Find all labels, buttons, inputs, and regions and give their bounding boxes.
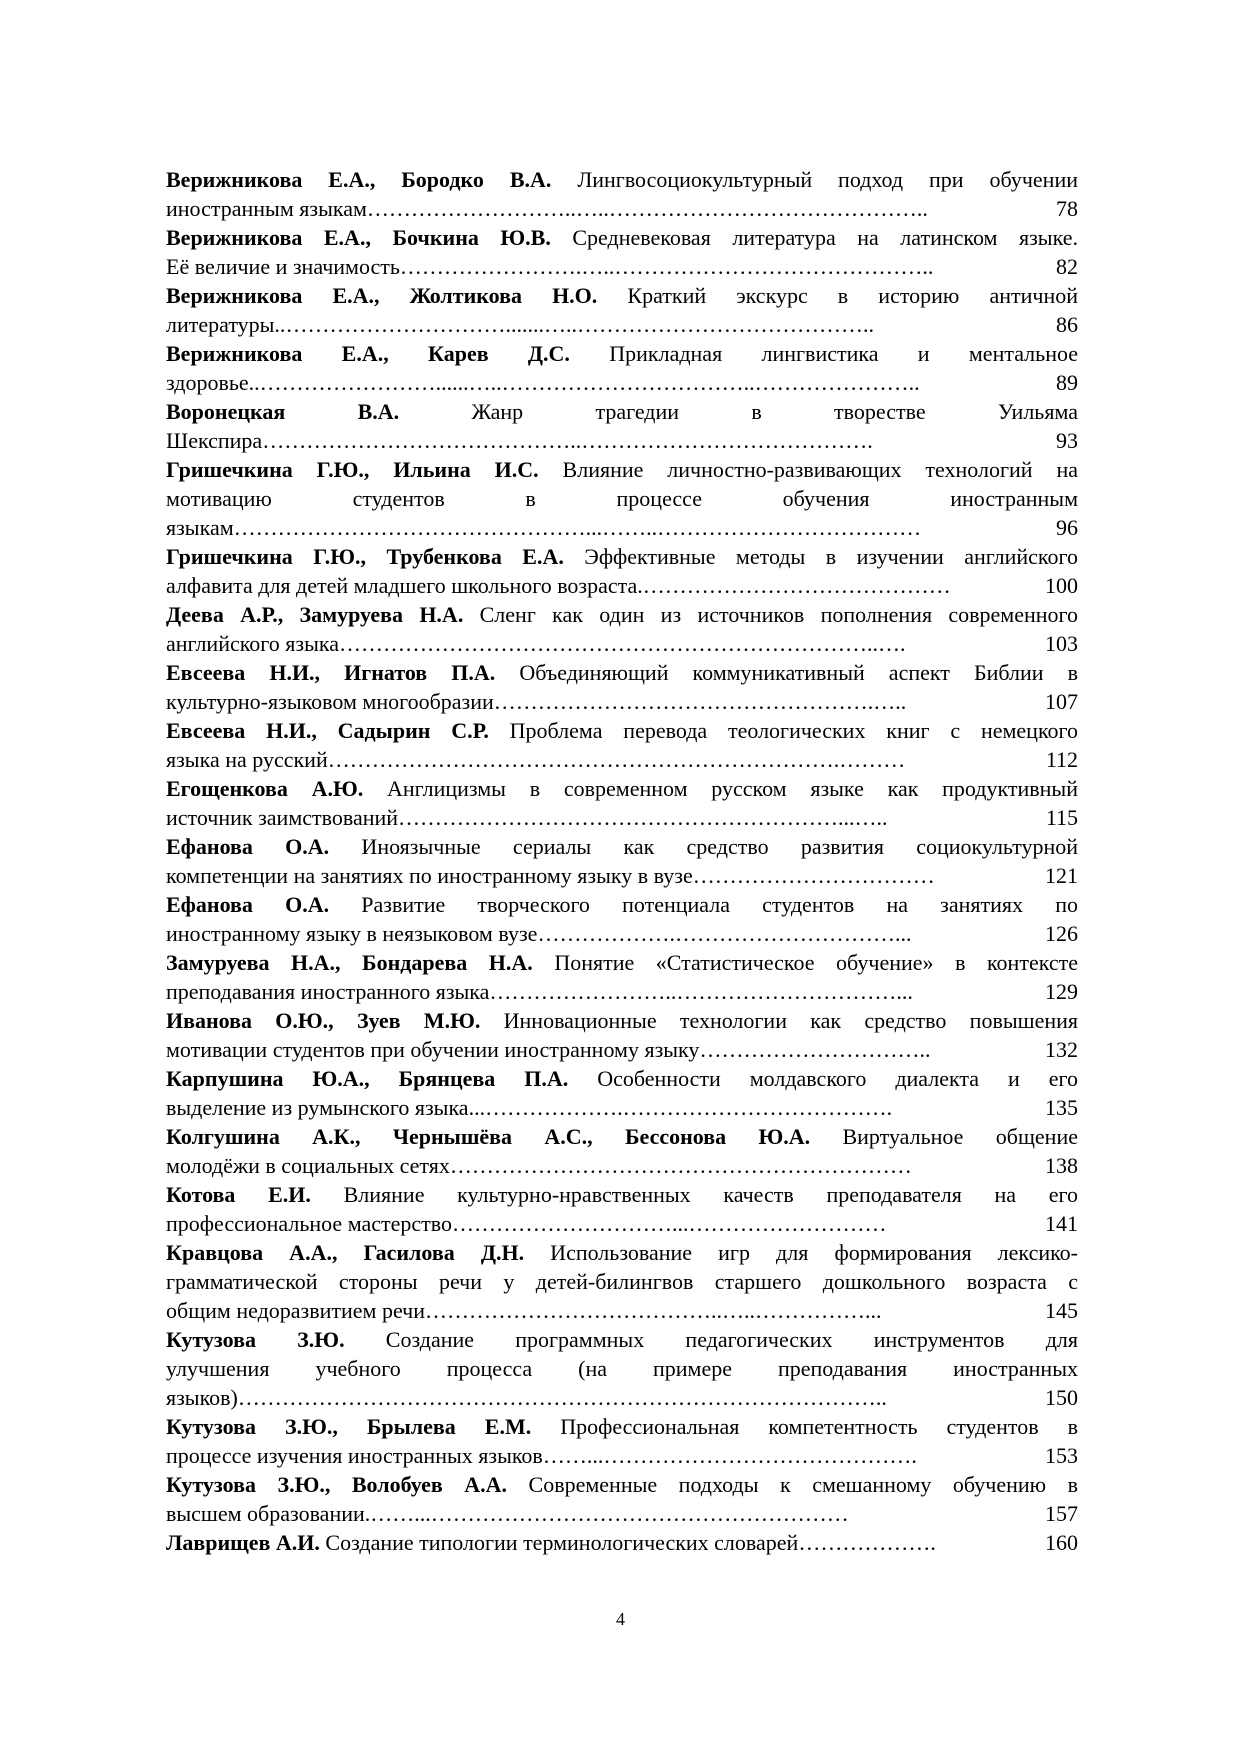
- toc-entry[interactable]: [166, 223, 1078, 281]
- toc-authors: Кравцова А.А., Гасилова Д.Н.: [166, 1240, 525, 1265]
- toc-line: [166, 455, 1078, 484]
- toc-title-text: Средневековая литература на латинском языке.: [550, 225, 1078, 250]
- toc-title-text: Особенности молдавского диалекта и его: [568, 1066, 1078, 1091]
- toc-leader-dots: ……………………………: [692, 863, 935, 888]
- toc-leader-dots: …………………………...………………………: [452, 1211, 887, 1236]
- toc-title-text: культурно-языковом многообразии: [166, 689, 494, 714]
- toc-title-text: Иноязычные сериалы как средство развития социокультурной: [329, 834, 1078, 859]
- toc-line: [166, 890, 1078, 919]
- toc-line: [166, 484, 1078, 513]
- toc-authors: Иванова О.Ю., Зуев М.Ю.: [166, 1008, 481, 1033]
- toc-title-text: Прикладная лингвистика и ментальное: [569, 341, 1078, 366]
- toc-title-text: литературы..: [166, 312, 286, 337]
- toc-title-text: Инновационные технологии как средство повышения: [480, 1008, 1078, 1033]
- toc-title-text: преподавания иностранного языка: [166, 979, 490, 1004]
- toc-line: [166, 687, 1078, 716]
- toc-title-text: мотивацию студентов в процессе обучения иностранным: [166, 486, 1078, 511]
- toc-line: [166, 745, 1078, 774]
- table-of-contents: [166, 165, 1078, 1557]
- toc-title-text: мотивации студентов при обучении иностранному языку: [166, 1037, 700, 1062]
- toc-line: [166, 223, 1078, 252]
- toc-page-number[interactable]: 126: [1045, 921, 1078, 946]
- toc-leader-dots: …………………….…..……………………………………..: [399, 254, 934, 279]
- toc-entry[interactable]: [166, 1412, 1078, 1470]
- toc-entry[interactable]: [166, 1064, 1078, 1122]
- toc-line: [166, 310, 1078, 339]
- toc-entry[interactable]: [166, 948, 1078, 1006]
- toc-page-number[interactable]: 78: [1056, 196, 1078, 221]
- toc-authors: Лаврищев А.И.: [166, 1530, 320, 1555]
- toc-title-text: Создание программных педагогических инструментов для: [344, 1327, 1079, 1352]
- toc-entry[interactable]: [166, 716, 1078, 774]
- toc-entry[interactable]: [166, 281, 1078, 339]
- toc-line: [166, 165, 1078, 194]
- toc-authors: Гришечкина Г.Ю., Трубенкова Е.А.: [166, 544, 564, 569]
- toc-title-text: профессиональное мастерство: [166, 1211, 452, 1236]
- toc-leader-dots: ……………………………………: [642, 573, 951, 598]
- toc-authors: Верижникова Е.А., Бородко В.А.: [166, 167, 552, 192]
- toc-page-number[interactable]: 86: [1056, 312, 1078, 337]
- toc-line: [166, 194, 1078, 223]
- toc-page-number[interactable]: 82: [1056, 254, 1078, 279]
- toc-line: [166, 1528, 1078, 1557]
- toc-title-text: Создание типологии терминологических словарей: [319, 1530, 799, 1555]
- toc-title-text: Эффективные методы в изучении английского: [563, 544, 1078, 569]
- toc-authors: Верижникова Е.А., Бочкина Ю.В.: [166, 225, 551, 250]
- toc-leader-dots: ……………………………………………………...…..: [398, 805, 888, 830]
- toc-leader-dots: …………………………………..…..……………...: [425, 1298, 882, 1323]
- toc-line: [166, 716, 1078, 745]
- toc-line: [166, 774, 1078, 803]
- toc-page-number[interactable]: 89: [1056, 370, 1078, 395]
- toc-authors: Колгушина А.К., Чернышёва А.С., Бессонова Ю.А.: [166, 1124, 811, 1149]
- toc-line: [166, 339, 1078, 368]
- toc-authors: Замуруева Н.А., Бондарева Н.А.: [166, 950, 533, 975]
- toc-title-text: Краткий экскурс в историю античной: [597, 283, 1078, 308]
- toc-title-text: Её величие и значимость: [166, 254, 400, 279]
- toc-leader-dots: …………………………………………...……..………………………………: [233, 515, 922, 540]
- toc-title-text: алфавита для детей младшего школьного возраста.: [166, 573, 643, 598]
- toc-line: [166, 919, 1078, 948]
- toc-line: [166, 1209, 1078, 1238]
- toc-page-number[interactable]: 115: [1045, 805, 1078, 830]
- toc-title-text: иностранному языку в неязыковом вузе: [166, 921, 538, 946]
- toc-title-text: Влияние личностно-развивающих технологий на: [538, 457, 1078, 482]
- toc-leader-dots: …………………………..: [699, 1037, 931, 1062]
- toc-line: [166, 1499, 1078, 1528]
- toc-line: [166, 948, 1078, 977]
- toc-entry[interactable]: [166, 542, 1078, 600]
- toc-line: [166, 600, 1078, 629]
- toc-line: [166, 861, 1078, 890]
- toc-title-text: языка на русский: [166, 747, 328, 772]
- toc-leader-dots: ……………….……………………………….: [485, 1095, 893, 1120]
- toc-title-text: Шекспира: [166, 428, 263, 453]
- toc-entry[interactable]: [166, 890, 1078, 948]
- toc-line: [166, 1354, 1078, 1383]
- toc-page-number[interactable]: 145: [1045, 1298, 1078, 1323]
- toc-leader-dots: ……...…………………………………….: [542, 1443, 917, 1468]
- toc-line: [166, 832, 1078, 861]
- toc-entry[interactable]: [166, 339, 1078, 397]
- toc-title-text: иностранным языкам: [166, 196, 367, 221]
- toc-title-text: языкам: [166, 515, 234, 540]
- toc-line: [166, 977, 1078, 1006]
- toc-line: [166, 1064, 1078, 1093]
- toc-authors: Кутузова З.Ю., Брылева Е.М.: [166, 1414, 532, 1439]
- toc-authors: Верижникова Е.А., Жолтикова Н.О.: [166, 283, 598, 308]
- toc-authors: Евсеева Н.И., Садырин С.Р.: [166, 718, 489, 743]
- toc-line: [166, 571, 1078, 600]
- toc-page-number[interactable]: 141: [1045, 1211, 1078, 1236]
- toc-line: [166, 803, 1078, 832]
- toc-title-text: грамматической стороны речи у детей-билингвов старшего дошкольного возраста с: [166, 1269, 1078, 1294]
- toc-page-number[interactable]: 129: [1045, 979, 1078, 1004]
- toc-page-number[interactable]: 100: [1045, 573, 1078, 598]
- toc-line: [166, 368, 1078, 397]
- toc-leader-dots: …………………………………………….…..: [493, 689, 907, 714]
- toc-line: [166, 658, 1078, 687]
- toc-leader-dots: ……...…………………………………………………: [370, 1501, 849, 1526]
- toc-leader-dots: …………………………………………………………….………: [327, 747, 906, 772]
- toc-line: [166, 1470, 1078, 1499]
- toc-line: [166, 1441, 1078, 1470]
- toc-line: [166, 1412, 1078, 1441]
- toc-authors: Котова Е.И.: [166, 1182, 311, 1207]
- toc-entry[interactable]: [166, 1238, 1078, 1325]
- toc-title-text: источник заимствований: [166, 805, 399, 830]
- toc-authors: Карпушина Ю.А., Брянцева П.А.: [166, 1066, 569, 1091]
- toc-entry[interactable]: [166, 397, 1078, 455]
- toc-authors: Воронецкая В.А.: [166, 399, 400, 424]
- toc-authors: Кутузова З.Ю.: [166, 1327, 345, 1352]
- toc-page-number[interactable]: 107: [1045, 689, 1078, 714]
- toc-authors: Ефанова О.А.: [166, 834, 330, 859]
- toc-title-text: Объединяющий коммуникативный аспект Библии в: [495, 660, 1078, 685]
- toc-entry[interactable]: [166, 600, 1078, 658]
- toc-line: [166, 281, 1078, 310]
- toc-title-text: Виртуальное общение: [810, 1124, 1078, 1149]
- toc-title-text: Современные подходы к смешанному обучению в: [507, 1472, 1079, 1497]
- toc-entry[interactable]: [166, 1470, 1078, 1528]
- toc-entry[interactable]: [166, 1006, 1078, 1064]
- toc-line: [166, 1238, 1078, 1267]
- toc-leader-dots: ……………………......…..……………………………..…………………..: [259, 370, 920, 395]
- toc-page-number[interactable]: 112: [1045, 747, 1078, 772]
- toc-title-text: процессе изучения иностранных языков: [166, 1443, 543, 1468]
- toc-leader-dots: ………………………………………………………………..….: [339, 631, 906, 656]
- toc-entry[interactable]: [166, 1325, 1078, 1412]
- toc-line: [166, 1180, 1078, 1209]
- toc-page-number[interactable]: 121: [1045, 863, 1078, 888]
- toc-authors: Егощенкова А.Ю.: [166, 776, 364, 801]
- toc-page-number[interactable]: 153: [1045, 1443, 1078, 1468]
- toc-title-text: выделение из румынского языка...: [166, 1095, 486, 1120]
- toc-title-text: Лингвосоциокультурный подход при обучении: [551, 167, 1078, 192]
- toc-title-text: общим недоразвитием речи: [166, 1298, 426, 1323]
- toc-title-text: улучшения учебного процесса (на примере преподавания иностранных: [166, 1356, 1078, 1381]
- toc-authors: Ефанова О.А.: [166, 892, 330, 917]
- toc-title-text: Жанр трагедии в творестве Уильяма: [399, 399, 1078, 424]
- toc-leader-dots: ……………………..…………………………...: [489, 979, 913, 1004]
- toc-title-text: Профессиональная компетентность студентов в: [531, 1414, 1078, 1439]
- toc-leader-dots: ………………………….......…..…………………………………..: [285, 312, 874, 337]
- toc-page-number[interactable]: 160: [1045, 1530, 1078, 1555]
- toc-title-text: молодёжи в социальных сетях: [166, 1153, 450, 1178]
- toc-line: [166, 1267, 1078, 1296]
- toc-title-text: Проблема перевода теологических книг с немецкого: [488, 718, 1078, 743]
- toc-entry[interactable]: [166, 658, 1078, 716]
- toc-authors: Верижникова Е.А., Карев Д.С.: [166, 341, 570, 366]
- toc-title-text: Англицизмы в современном русском языке как продуктивный: [363, 776, 1078, 801]
- toc-leader-dots: ……………….: [798, 1530, 936, 1555]
- toc-page-number[interactable]: 150: [1045, 1385, 1078, 1410]
- toc-title-text: Влияние культурно-нравственных качеств преподавателя на его: [310, 1182, 1079, 1207]
- toc-page-number[interactable]: 132: [1045, 1037, 1078, 1062]
- toc-title-text: высшем образовании.: [166, 1501, 371, 1526]
- toc-entry[interactable]: [166, 165, 1078, 223]
- toc-leader-dots: ………………………………………………………: [449, 1153, 912, 1178]
- toc-line: [166, 629, 1078, 658]
- toc-line: [166, 252, 1078, 281]
- toc-line: [166, 1383, 1078, 1412]
- toc-line: [166, 1296, 1078, 1325]
- toc-page-number[interactable]: 103: [1045, 631, 1078, 656]
- toc-title-text: языков): [166, 1385, 238, 1410]
- toc-leader-dots: ………………………..…..……………………………………..: [366, 196, 928, 221]
- toc-entry[interactable]: [166, 1528, 1078, 1557]
- toc-entry[interactable]: [166, 832, 1078, 890]
- toc-title-text: Сленг как один из источников пополнения современного: [463, 602, 1078, 627]
- toc-authors: Гришечкина Г.Ю., Ильина И.С.: [166, 457, 539, 482]
- toc-leader-dots: ……………………………………………………………………………..: [237, 1385, 887, 1410]
- toc-line: [166, 1093, 1078, 1122]
- toc-page-number[interactable]: 135: [1045, 1095, 1078, 1120]
- toc-page-number[interactable]: 138: [1045, 1153, 1078, 1178]
- toc-title-text: компетенции на занятиях по иностранному языку в вузе: [166, 863, 693, 888]
- toc-line: [166, 1325, 1078, 1354]
- toc-entry[interactable]: [166, 1122, 1078, 1180]
- toc-line: [166, 1151, 1078, 1180]
- toc-title-text: здоровье..: [166, 370, 260, 395]
- toc-title-text: английского языка: [166, 631, 339, 656]
- toc-line: [166, 513, 1078, 542]
- toc-title-text: Развитие творческого потенциала студентов на занятиях по: [329, 892, 1078, 917]
- page-number: 4: [616, 1609, 625, 1629]
- toc-line: [166, 1122, 1078, 1151]
- toc-authors: Евсеева Н.И., Игнатов П.А.: [166, 660, 496, 685]
- toc-authors: Кутузова З.Ю., Волобуев А.А.: [166, 1472, 508, 1497]
- toc-leader-dots: ……………….…………………………...: [537, 921, 912, 946]
- toc-line: [166, 397, 1078, 426]
- toc-line: [166, 1006, 1078, 1035]
- toc-line: [166, 1035, 1078, 1064]
- toc-title-text: Использование игр для формирования лексико-: [524, 1240, 1079, 1265]
- toc-authors: Деева А.Р., Замуруева Н.А.: [166, 602, 464, 627]
- toc-leader-dots: ……………………………………..………………………………….: [262, 428, 873, 453]
- toc-title-text: Понятие «Статистическое обучение» в контексте: [532, 950, 1078, 975]
- toc-entry[interactable]: [166, 1180, 1078, 1238]
- toc-page-number[interactable]: 93: [1056, 428, 1078, 453]
- toc-entry[interactable]: [166, 774, 1078, 832]
- toc-line: [166, 542, 1078, 571]
- toc-entry[interactable]: [166, 455, 1078, 542]
- toc-page-number[interactable]: 157: [1045, 1501, 1078, 1526]
- toc-line: [166, 426, 1078, 455]
- toc-page-number[interactable]: 96: [1056, 515, 1078, 540]
